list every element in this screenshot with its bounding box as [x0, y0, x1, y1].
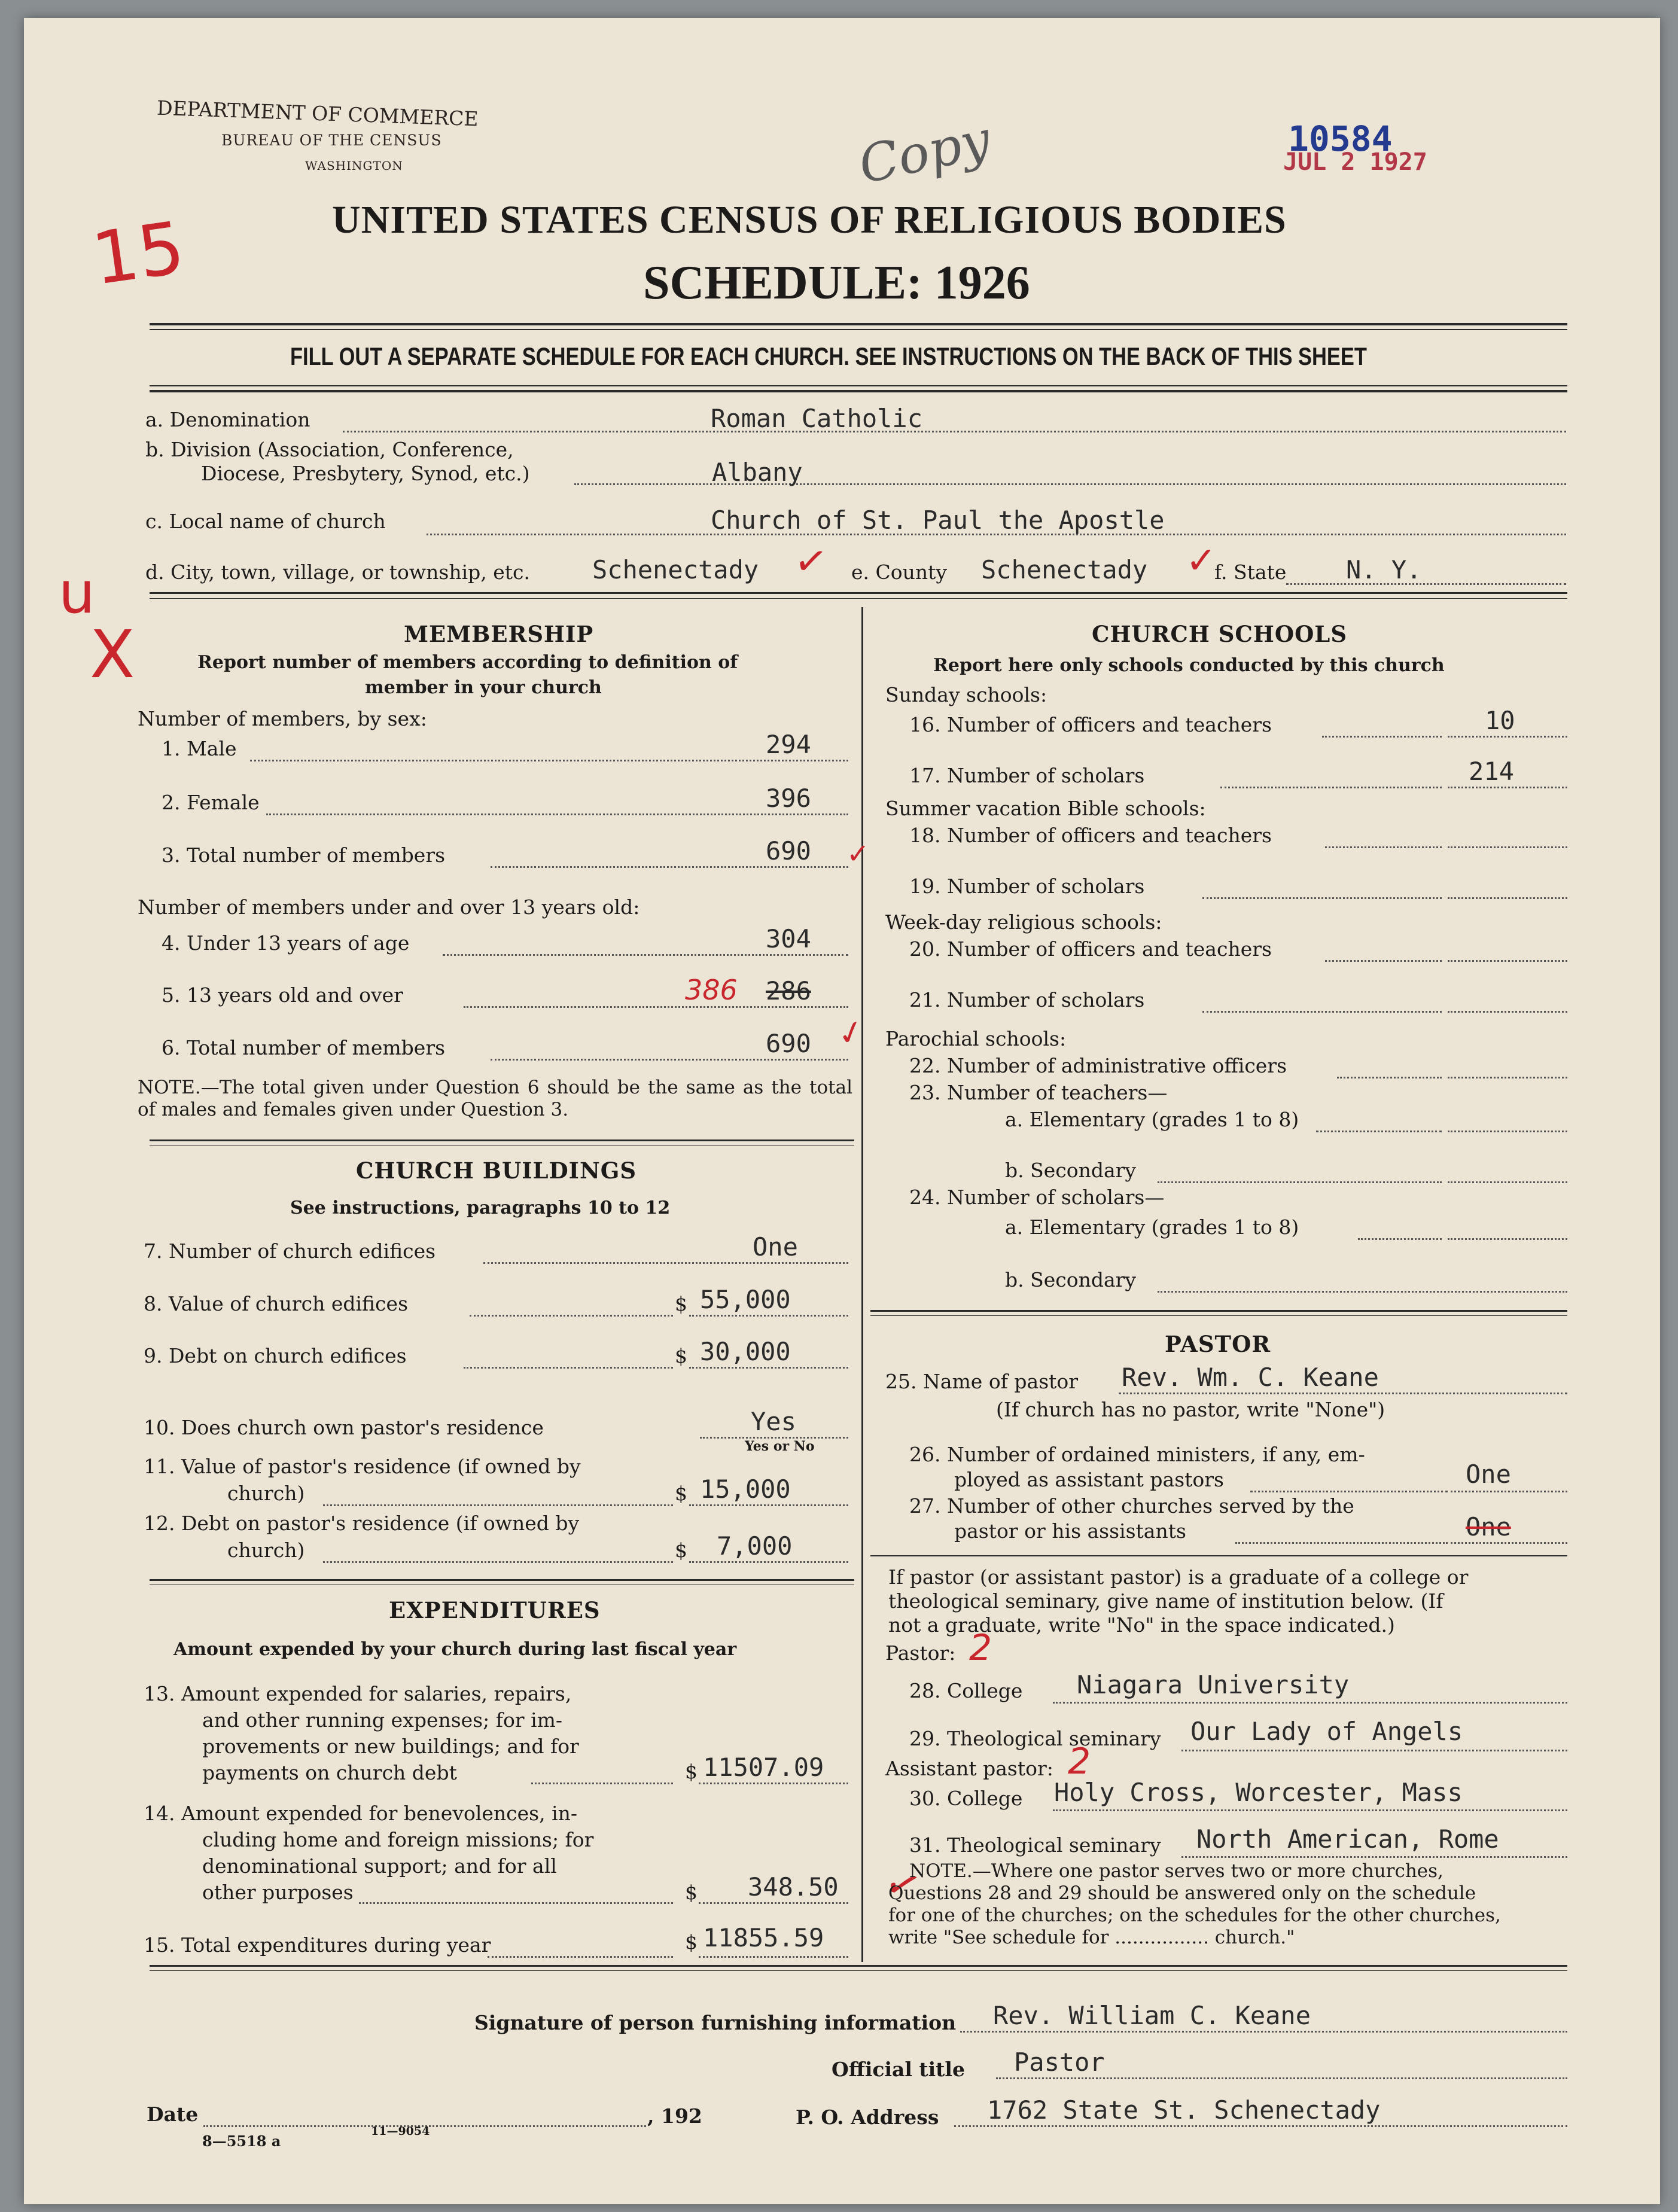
graduate-instruction-1: If pastor (or assistant pastor) is a graduate of a college or — [888, 1565, 1469, 1589]
schools-heading: CHURCH SCHOOLS — [1092, 621, 1348, 647]
q5-correction: 386 — [685, 974, 738, 1006]
q27-other-churches-value: One — [1466, 1512, 1511, 1541]
q12-line — [323, 1561, 673, 1563]
q18-label: 18. Number of officers and teachers — [909, 824, 1272, 847]
print-number: 11—9054 — [371, 2125, 430, 2138]
membership-sub-1: Report number of members according to definition of — [197, 652, 738, 673]
q9-debt-value: 30,000 — [700, 1337, 791, 1366]
bureau-label: BUREAU OF THE CENSUS — [221, 132, 442, 149]
q13-label-4: payments on church debt — [202, 1761, 457, 1784]
q13-label-1: 13. Amount expended for salaries, repairs, — [144, 1682, 572, 1705]
q11-dollar: $ — [675, 1482, 687, 1505]
q21-line — [1202, 1011, 1442, 1013]
q30-line — [1053, 1809, 1567, 1811]
footer-rule-thin — [150, 1970, 1567, 1971]
red-margin-mark-x: X — [90, 616, 135, 693]
q23a-label: a. Elementary (grades 1 to 8) — [1005, 1108, 1299, 1131]
q8-dollar: $ — [675, 1292, 687, 1315]
q29-line — [1181, 1750, 1567, 1751]
q6-line — [491, 1059, 848, 1061]
q4-line — [443, 954, 848, 956]
signature-value: Rev. William C. Keane — [993, 2001, 1311, 2030]
county-value: Schenectady — [981, 555, 1148, 584]
q26-label-2: ployed as assistant pastors — [954, 1468, 1224, 1491]
pastor-note-4: write "See schedule for ................ church." — [888, 1927, 1295, 1948]
q15-dollar: $ — [685, 1930, 698, 1954]
church-name-value: Church of St. Paul the Apostle — [711, 505, 1165, 535]
signature-line — [960, 2031, 1567, 2033]
q13-dollar: $ — [685, 1760, 698, 1783]
red-margin-mark-u: u — [59, 559, 95, 626]
q17-label: 17. Number of scholars — [909, 764, 1145, 787]
assistant-red-mark: 2 — [1068, 1741, 1091, 1783]
division-label-1: b. Division (Association, Conference, — [145, 438, 514, 461]
pastor-heading: PASTOR — [1165, 1331, 1271, 1357]
q27-line — [1235, 1542, 1448, 1544]
q12-dollar: $ — [675, 1538, 687, 1562]
q10-label: 10. Does church own pastor's residence — [144, 1416, 544, 1439]
q16-value-line — [1448, 736, 1567, 738]
q15-total-expenditures-value: 11855.59 — [703, 1923, 824, 1952]
q21-value-line — [1448, 1011, 1567, 1013]
q4-label: 4. Under 13 years of age — [162, 931, 410, 955]
schedule-title: SCHEDULE: 1926 — [643, 257, 1030, 309]
receipt-stamp-number: 10584 — [1288, 118, 1393, 159]
q31-label: 31. Theological seminary — [909, 1833, 1161, 1857]
official-title-line — [996, 2077, 1567, 2079]
q19-label: 19. Number of scholars — [909, 875, 1145, 898]
q27-value-line — [1451, 1542, 1567, 1544]
schools-rule — [870, 1310, 1567, 1312]
schools-sub: Report here only schools conducted by this church — [933, 655, 1445, 676]
q26-label-1: 26. Number of ordained ministers, if any, em- — [909, 1443, 1365, 1466]
membership-note: NOTE.—The total given under Question 6 should be the same as the total of males and females given under Question 3. — [138, 1077, 852, 1120]
q8-value-edifices: 55,000 — [700, 1285, 791, 1314]
assistant-education-label: Assistant pastor: — [885, 1757, 1053, 1780]
q15-line — [488, 1956, 673, 1958]
q2-female-value: 396 — [766, 784, 811, 813]
copy-handwritten-mark: Copy — [854, 109, 996, 196]
form-number: 8—5518 a — [202, 2132, 281, 2150]
q17-line — [1220, 787, 1442, 788]
red-handwritten-number: 15 — [87, 206, 190, 301]
q24a-line — [1358, 1238, 1442, 1240]
q20-value-line — [1448, 960, 1567, 962]
expenditures-sub: Amount expended by your church during last fiscal year — [173, 1639, 737, 1660]
q30-college-value: Holy Cross, Worcester, Mass — [1054, 1778, 1463, 1807]
q22-label: 22. Number of administrative officers — [909, 1054, 1287, 1077]
date-year: , 192 — [647, 2104, 702, 2128]
column-divider — [861, 607, 863, 1962]
q13-label-3: provements or new buildings; and for — [202, 1735, 579, 1758]
header-rule-bottom-thin — [150, 385, 1567, 386]
q27-label-2: pastor or his assistants — [954, 1519, 1186, 1543]
q11-line — [323, 1504, 673, 1506]
sunday-schools-label: Sunday schools: — [885, 683, 1047, 706]
official-title-value: Pastor — [1014, 2048, 1105, 2077]
q5-label: 5. 13 years old and over — [162, 983, 403, 1007]
membership-heading: MEMBERSHIP — [404, 621, 594, 647]
q6-label: 6. Total number of members — [162, 1036, 446, 1059]
q22-value-line — [1448, 1077, 1567, 1078]
q29-seminary-value: Our Lady of Angels — [1190, 1717, 1463, 1746]
weekday-schools-label: Week-day religious schools: — [885, 910, 1162, 934]
q1-male-value: 294 — [766, 730, 811, 759]
pastor-rule — [870, 1555, 1567, 1556]
q14-value-line — [699, 1902, 848, 1904]
q26-value-line — [1451, 1491, 1567, 1492]
q14-line — [359, 1902, 673, 1904]
q3-check-mark: ✓ — [846, 837, 870, 870]
buildings-sub: See instructions, paragraphs 10 to 12 — [290, 1198, 671, 1218]
pastor-note-1: NOTE.—Where one pastor serves two or more churches, — [909, 1860, 1443, 1882]
q13-running-expenses-value: 11507.09 — [703, 1753, 824, 1782]
q26-line — [1250, 1491, 1448, 1492]
washington-label: WASHINGTON — [305, 159, 403, 173]
county-label: e. County — [851, 560, 948, 584]
membership-rule — [150, 1139, 854, 1141]
by-sex-label: Number of members, by sex: — [138, 707, 427, 730]
q9-value-line — [689, 1367, 848, 1369]
q15-value-line — [699, 1956, 848, 1958]
department-label: DEPARTMENT OF COMMERCE — [156, 96, 479, 131]
q8-line — [470, 1315, 673, 1317]
q14-check-mark: ✓ — [878, 1855, 928, 1914]
state-label: f. State — [1214, 560, 1287, 584]
q20-label: 20. Number of officers and teachers — [909, 937, 1272, 961]
denomination-value: Roman Catholic — [711, 404, 923, 433]
q17-value-line — [1448, 787, 1567, 788]
q23a-line — [1316, 1131, 1442, 1132]
q10-residence-value: Yes — [751, 1407, 796, 1436]
q25-label: 25. Name of pastor — [885, 1370, 1079, 1393]
buildings-heading: CHURCH BUILDINGS — [356, 1157, 637, 1184]
po-address-line — [954, 2125, 1567, 2127]
q29-label: 29. Theological seminary — [909, 1727, 1161, 1750]
q14-label-4: other purposes — [202, 1881, 354, 1904]
form-title: UNITED STATES CENSUS OF RELIGIOUS BODIES — [332, 198, 1287, 242]
q12-debt-residence: 7,000 — [717, 1531, 793, 1561]
expenditures-heading: EXPENDITURES — [389, 1597, 601, 1623]
q26-assistants-value: One — [1466, 1460, 1511, 1489]
graduate-instruction-2: theological seminary, give name of institution below. (If — [888, 1589, 1443, 1613]
county-check-mark: ✓ — [1186, 538, 1217, 582]
q12-value-line — [689, 1561, 848, 1563]
q14-dollar: $ — [685, 1881, 698, 1904]
q24-label: 24. Number of scholars— — [909, 1186, 1165, 1209]
pastor-note-2: Questions 28 and 29 should be answered only on the schedule — [888, 1882, 1476, 1904]
q16-label: 16. Number of officers and teachers — [909, 713, 1272, 736]
q7-edifices-value: One — [753, 1232, 798, 1262]
header-rule-bottom — [150, 390, 1567, 392]
division-label-2: Diocese, Presbytery, Synod, etc.) — [201, 462, 530, 485]
q31-seminary-value: North American, Rome — [1196, 1824, 1499, 1854]
q14-label-2: cluding home and foreign missions; for — [202, 1828, 594, 1851]
q14-benevolences-value: 348.50 — [748, 1872, 839, 1902]
q16-line — [1322, 736, 1442, 738]
q27-label-1: 27. Number of other churches served by the — [909, 1494, 1354, 1518]
q22-line — [1337, 1077, 1442, 1078]
q9-dollar: $ — [675, 1344, 687, 1367]
q25-line — [1119, 1393, 1567, 1394]
q6-total-value: 690 — [766, 1029, 811, 1058]
q9-line — [464, 1367, 673, 1369]
q20-line — [1325, 960, 1442, 962]
header-rule-top — [150, 323, 1567, 325]
graduate-instruction-3: not a graduate, write "No" in the space indicated.) — [888, 1613, 1395, 1637]
schools-rule-thin — [870, 1315, 1567, 1316]
q25-note: (If church has no pastor, write "None") — [996, 1398, 1385, 1421]
age-heading: Number of members under and over 13 years old: — [138, 895, 640, 919]
q12-label-2: church) — [227, 1538, 305, 1562]
census-form-paper — [24, 18, 1660, 2204]
denomination-label: a. Denomination — [145, 408, 310, 431]
q13-label-2: and other running expenses; for im- — [202, 1708, 563, 1732]
q2-label: 2. Female — [162, 791, 260, 814]
q8-label: 8. Value of church edifices — [144, 1292, 409, 1315]
q19-line — [1202, 897, 1442, 899]
q30-label: 30. College — [909, 1787, 1023, 1810]
q23b-label: b. Secondary — [1005, 1159, 1137, 1182]
q18-value-line — [1448, 846, 1567, 848]
q23b-value-line — [1448, 1181, 1567, 1183]
q28-college-value: Niagara University — [1077, 1670, 1350, 1699]
q18-line — [1325, 846, 1442, 848]
q14-label-3: denominational support; and for all — [202, 1854, 557, 1878]
division-value: Albany — [712, 458, 803, 487]
state-value: N. Y. — [1346, 555, 1422, 584]
footer-rule — [150, 1965, 1567, 1967]
state-line — [1286, 583, 1566, 585]
q11-label-2: church) — [227, 1482, 305, 1505]
q11-label-1: 11. Value of pastor's residence (if owned by — [144, 1455, 581, 1478]
denomination-line — [343, 431, 1566, 432]
parochial-schools-label: Parochial schools: — [885, 1027, 1067, 1050]
church-name-label: c. Local name of church — [145, 510, 386, 533]
date-label: Date — [147, 2103, 199, 2126]
q24a-value-line — [1448, 1238, 1567, 1240]
city-check-mark: ✓ — [791, 536, 831, 587]
q19-value-line — [1448, 897, 1567, 899]
q9-label: 9. Debt on church edifices — [144, 1344, 407, 1367]
q23-label: 23. Number of teachers— — [909, 1081, 1168, 1104]
instruction-banner: FILL OUT A SEPARATE SCHEDULE FOR EACH CHURCH. SEE INSTRUCTIONS ON THE BACK OF THIS SHEET — [290, 342, 1367, 370]
q4-under13-value: 304 — [766, 924, 811, 953]
membership-sub-2: member in your church — [365, 677, 602, 698]
q1-line — [250, 760, 848, 761]
q13-value-line — [699, 1783, 848, 1784]
signature-label: Signature of person furnishing information — [474, 2011, 957, 2034]
identity-rule-thin — [150, 598, 1567, 599]
q21-label: 21. Number of scholars — [909, 988, 1145, 1011]
identity-rule — [150, 592, 1567, 594]
q5-line — [464, 1006, 848, 1008]
receipt-stamp-date: JUL 2 1927 — [1283, 148, 1427, 176]
header-rule-top-thin — [150, 329, 1567, 330]
q3-line — [491, 866, 848, 868]
q23b-line — [1158, 1181, 1442, 1183]
q16-officers-value: 10 — [1485, 706, 1515, 735]
buildings-rule — [150, 1579, 854, 1581]
q11-value-line — [689, 1504, 848, 1506]
q31-line — [1181, 1856, 1567, 1858]
q11-value-residence: 15,000 — [700, 1474, 791, 1504]
pastor-education-label: Pastor: — [885, 1641, 956, 1665]
q13-line — [531, 1783, 673, 1784]
q24b-line — [1158, 1291, 1567, 1293]
q2-line — [266, 813, 848, 815]
q28-label: 28. College — [909, 1679, 1023, 1702]
city-value: Schenectady — [592, 555, 759, 584]
q14-label-1: 14. Amount expended for benevolences, in- — [144, 1802, 578, 1825]
official-title-label: Official title — [832, 2058, 965, 2081]
q6-check-mark: ✓ — [833, 1011, 869, 1055]
q24a-label: a. Elementary (grades 1 to 8) — [1005, 1215, 1299, 1239]
q17-scholars-value: 214 — [1469, 757, 1514, 786]
po-address-label: P. O. Address — [796, 2106, 939, 2129]
q1-label: 1. Male — [162, 737, 237, 760]
pastor-note-3: for one of the churches; on the schedules for the other churches, — [888, 1905, 1501, 1926]
q5-over13-value: 286 — [766, 976, 811, 1006]
q7-label: 7. Number of church edifices — [144, 1239, 436, 1263]
q25-pastor-name-value: Rev. Wm. C. Keane — [1122, 1363, 1379, 1392]
summer-schools-label: Summer vacation Bible schools: — [885, 797, 1206, 820]
po-address-value: 1762 State St. Schenectady — [987, 2095, 1381, 2125]
q23a-value-line — [1448, 1131, 1567, 1132]
pastor-red-mark: 2 — [969, 1627, 992, 1669]
q3-total-value: 690 — [766, 836, 811, 866]
q15-label: 15. Total expenditures during year — [144, 1933, 491, 1957]
q12-label-1: 12. Debt on pastor's residence (if owned by — [144, 1512, 580, 1535]
q24b-label: b. Secondary — [1005, 1268, 1137, 1291]
city-label: d. City, town, village, or township, etc. — [145, 560, 531, 584]
q7-line — [483, 1262, 848, 1264]
q8-value-line — [689, 1315, 848, 1317]
q3-label: 3. Total number of members — [162, 843, 446, 867]
q28-line — [1053, 1702, 1567, 1704]
yes-or-no-hint: Yes or No — [745, 1439, 815, 1454]
